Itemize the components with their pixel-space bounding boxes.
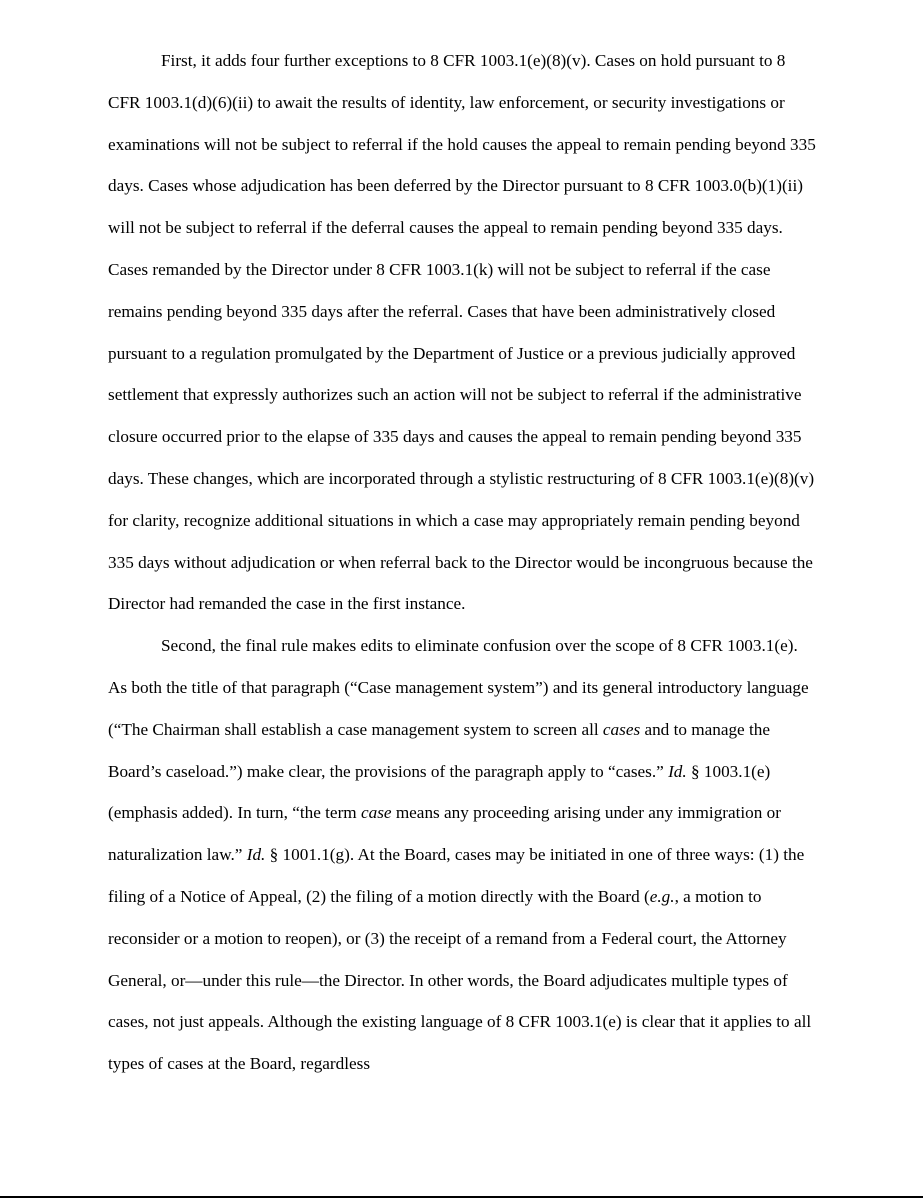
paragraph-text: , a motion to reconsider or a motion to reopen), or (3) the receipt of a remand from a Federal court, the Attorney General, or—under this rule—the Director. In other words, the Board adjudicates multiple types of cases, not just appeals. Although the existing language of 8 CFR 1003.1(e) is clear that it applies to all types of cases at the Board, regardless <box>108 886 812 1074</box>
page-bottom-border <box>0 1196 923 1198</box>
italic-term: cases <box>602 719 641 739</box>
citation-id: Id. <box>246 845 266 865</box>
paragraph-text: § 1001.1(g). At the Board, cases may be initiated in one of three ways: (1) the filing of a Notice of Appeal, (2) the filing of a motion directly with the Board ( <box>108 845 805 906</box>
paragraph-scope <box>108 625 820 1085</box>
citation-id: Id. <box>668 761 687 781</box>
paragraph-text: and to manage the Board’s caseload.”) make clear, the provisions of the paragraph apply to “cases.” <box>108 719 770 781</box>
paragraph-exceptions <box>108 40 820 625</box>
italic-abbreviation: e.g. <box>649 886 675 906</box>
paragraph-text: First, it adds four further exceptions to 8 CFR 1003.1(e)(8)(v). Cases on hold pursuant to 8 CFR 1003.1(d)(6)(ii) to await the results of identity, law enforcement, or security investigations or examinations will not be subject to referral if the hold causes the appeal to remain pending beyond 335 days. Cases whose adjudication has been deferred by the Director pursuant to 8 CFR 1003.0(b)(1)(ii) will not be subject to referral if the deferral causes the appeal to remain pending beyond 335 days. Cases remanded by the Director under 8 CFR 1003.1(k) will not be subject to referral if the case remains pending beyond 335 days after the referral. Cases that have been administratively closed pursuant to a regulation promulgated by the Department of Justice or a previous judicially approved settlement that expressly authorizes such an action will not be subject to referral if the administrative closure occurred prior to the elapse of 335 days and causes the appeal to remain pending beyond 335 days. These changes, which are incorporated through a stylistic restructuring of 8 CFR 1003.1(e)(8)(v) for clarity, recognize additional situations in which a case may appropriately remain pending beyond 335 days without adjudication or when referral back to the Director would be incongruous because the Director had remanded the case in the first instance. <box>108 51 816 614</box>
italic-term: case <box>360 803 392 823</box>
paragraph-text: § 1003.1(e) (emphasis added). In turn, “the term <box>108 761 771 823</box>
paragraph-text: means any proceeding arising under any immigration or naturalization law.” <box>108 803 781 865</box>
document-page <box>108 40 820 1085</box>
paragraph-text: Second, the final rule makes edits to eliminate confusion over the scope of 8 CFR 1003.1(e). As both the title of that paragraph (“Case management system”) and its general introductory language (“The Chairman shall establish a case management system to screen all <box>108 636 809 739</box>
